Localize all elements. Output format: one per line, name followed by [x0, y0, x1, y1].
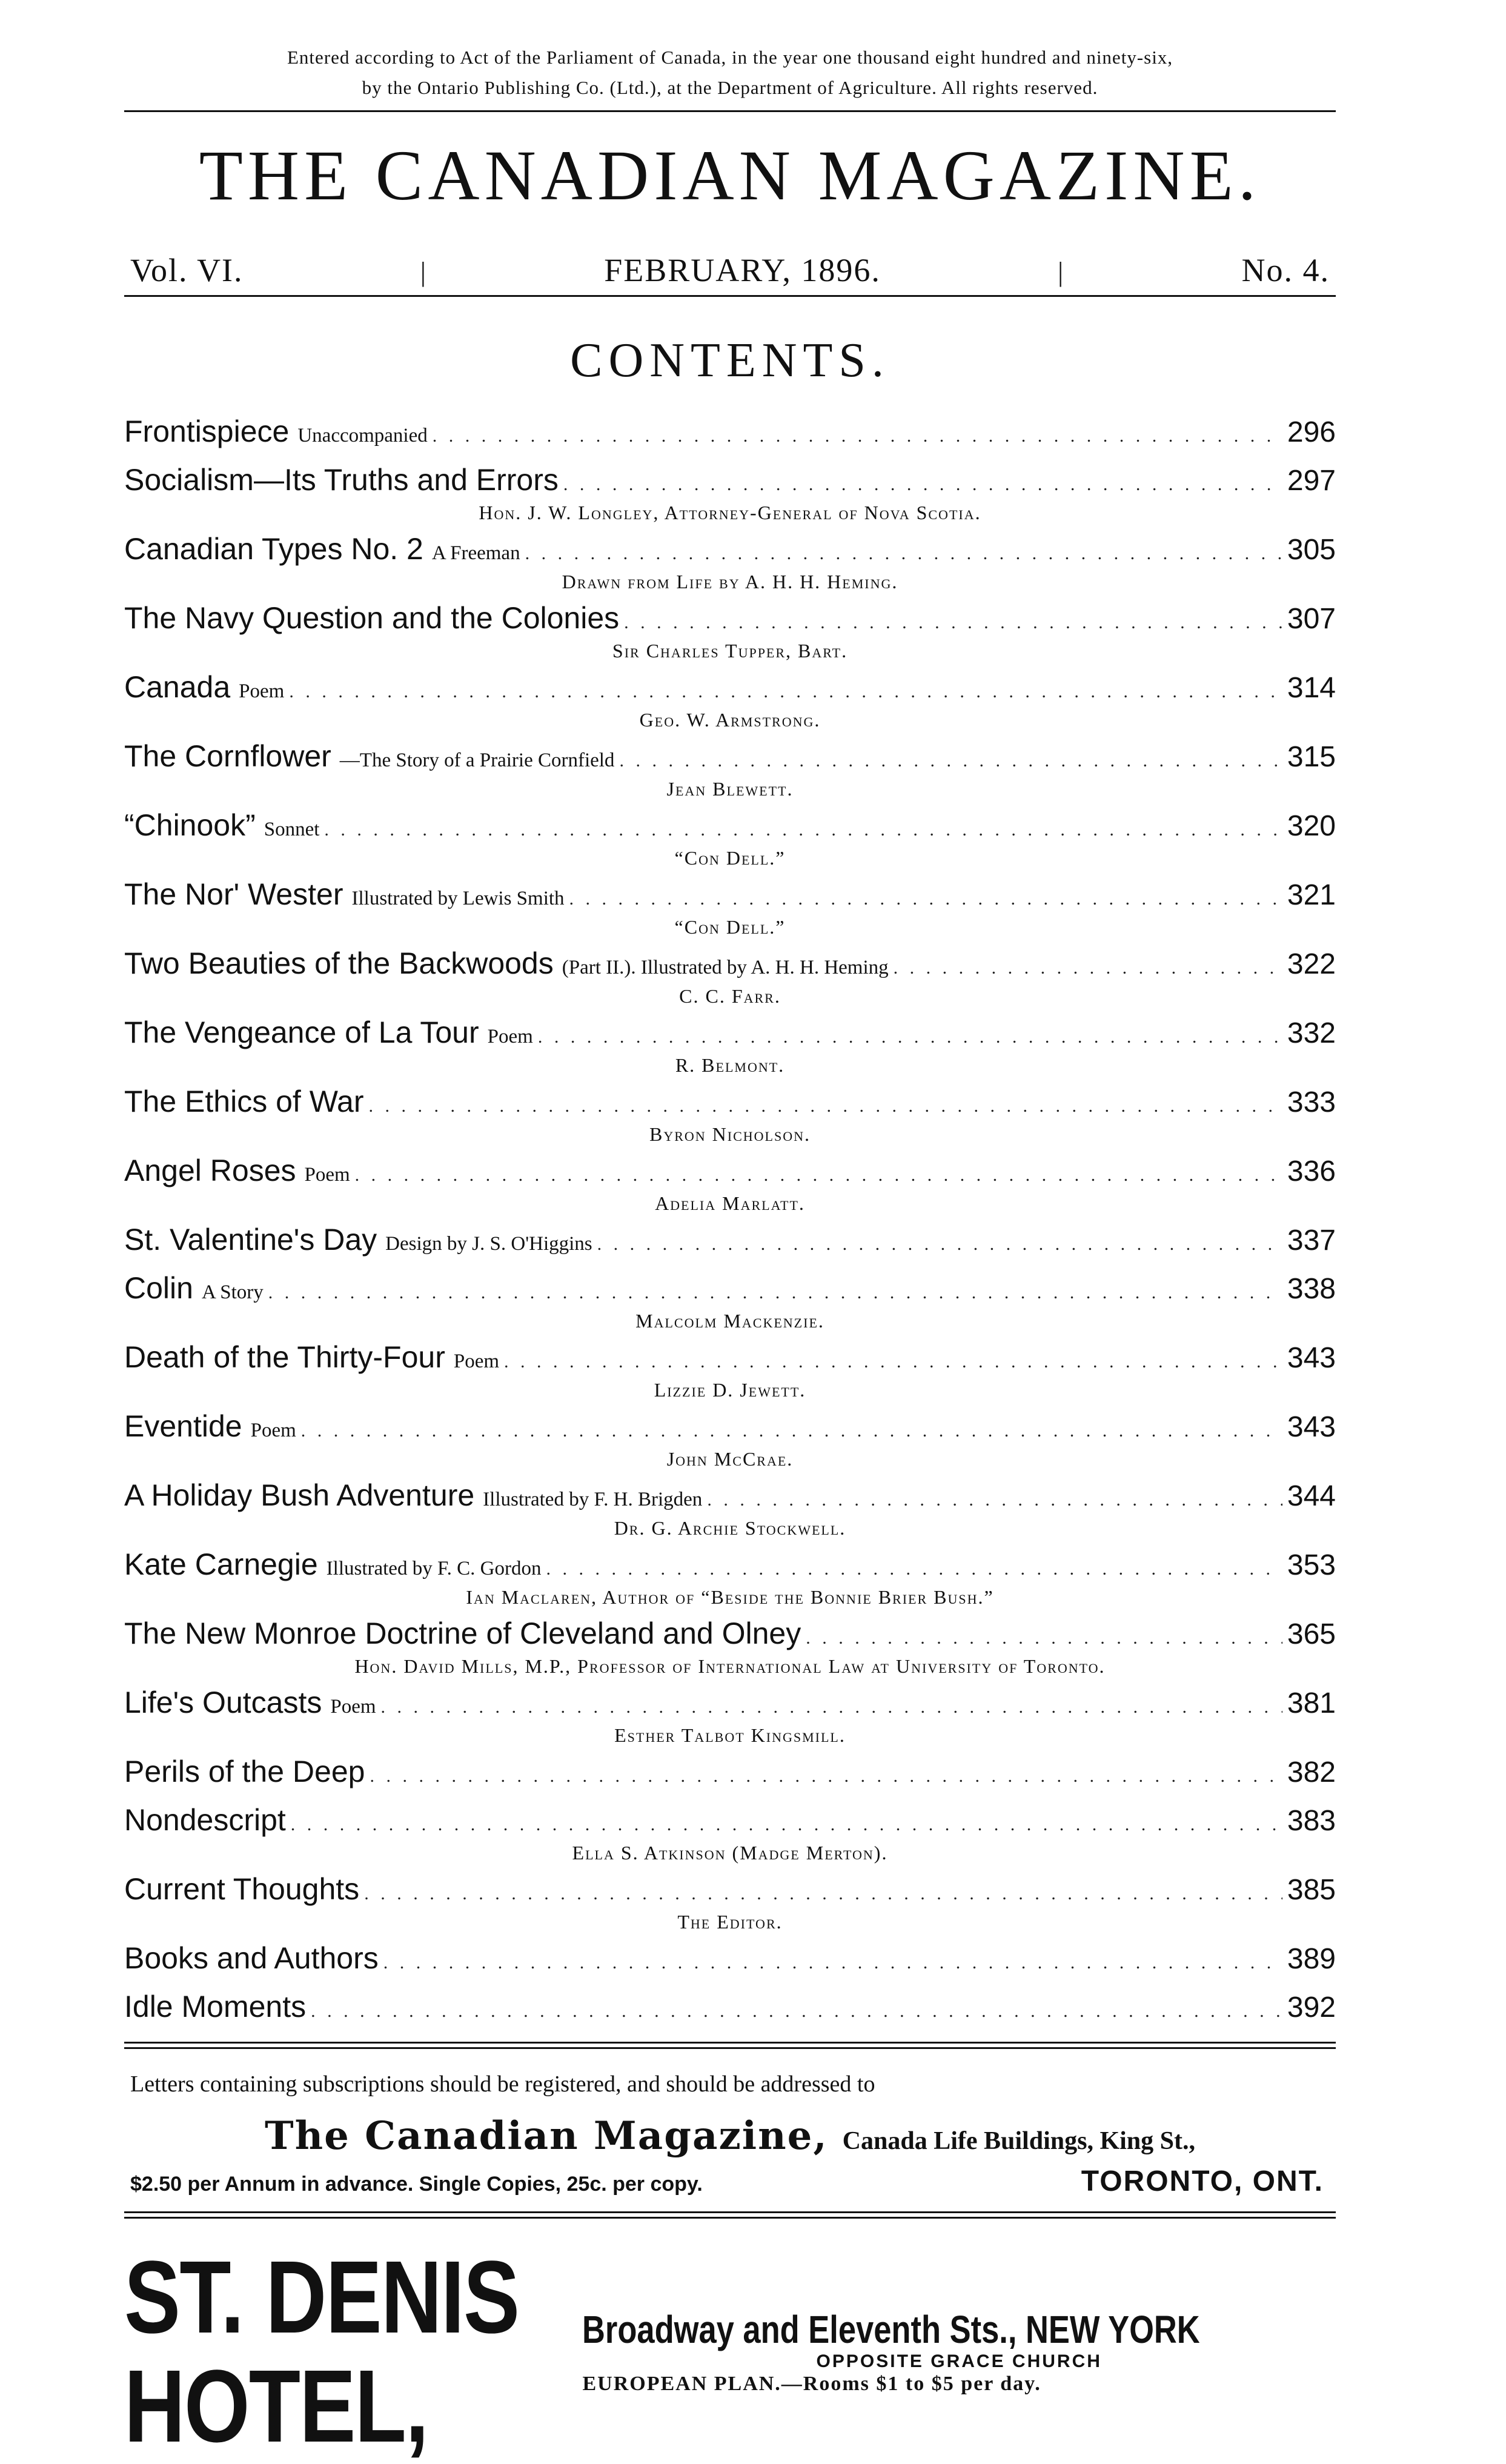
leader-dots: [324, 808, 1282, 852]
article-title: Angel Roses: [124, 1154, 296, 1187]
toc-entry: [124, 941, 1336, 1007]
magazine-name: The Canadian Magazine,: [265, 2113, 828, 2159]
toc-row: [124, 1542, 1336, 1591]
toc-entry: [124, 1936, 1336, 1985]
article-note: Illustrated by Lewis Smith: [351, 888, 565, 909]
page-number: 382: [1287, 1756, 1336, 1788]
city: TORONTO, ONT.: [1081, 2165, 1324, 2197]
article-title: The Cornflower: [124, 739, 331, 773]
separator: |: [420, 256, 427, 287]
hotel-street: Broadway and Eleventh Sts., NEW YORK: [582, 2308, 1201, 2351]
toc-entry: [124, 1011, 1336, 1076]
article-title: Colin: [124, 1271, 193, 1305]
page-number: 343: [1287, 1342, 1336, 1374]
leader-dots: [894, 946, 1282, 990]
article-note: Poem: [487, 1026, 533, 1048]
leader-dots: [538, 1015, 1282, 1059]
toc-entry: [124, 1612, 1336, 1677]
article-note: Poem: [453, 1350, 500, 1372]
article-note: Illustrated by F. C. Gordon: [326, 1558, 542, 1579]
toc-row: [124, 1149, 1336, 1197]
copyright-line-2: by the Ontario Publishing Co. (Ltd.), at the Department of Agriculture. All rights reserved.: [362, 77, 1098, 98]
page-number: 296: [1287, 416, 1336, 448]
toc-entry: [124, 596, 1336, 662]
article-author: Dr. G. Archie Stockwell.: [614, 1517, 846, 1539]
article-title: The Vengeance of La Tour: [124, 1015, 479, 1049]
page-number: 343: [1287, 1411, 1336, 1443]
toc-row: [124, 458, 1336, 506]
leader-dots: [355, 1154, 1282, 1197]
toc-row: [124, 1681, 1336, 1729]
article-author: C. C. Farr.: [679, 985, 781, 1007]
article-note: Poem: [330, 1696, 376, 1718]
article-note: Poem: [304, 1164, 350, 1186]
article-author: Drawn from Life by A. H. H. Heming.: [562, 571, 898, 593]
masthead: THE CANADIAN MAGAZINE.: [199, 136, 1261, 215]
toc-entry: [124, 1404, 1336, 1470]
toc-row: [124, 941, 1336, 990]
article-note: (Part II.). Illustrated by A. H. H. Heming: [562, 957, 889, 978]
article-title: A Holiday Bush Adventure: [124, 1478, 475, 1512]
hotel-landmark: OPPOSITE GRACE CHURCH: [816, 2351, 1102, 2371]
hotel-details: [582, 2308, 1336, 2396]
hotel-plan: EUROPEAN PLAN.—Rooms $1 to $5 per day.: [582, 2373, 1041, 2395]
article-title: Frontispiece: [124, 414, 290, 448]
magazine-page: [124, 42, 1336, 2464]
article-title: Books and Authors: [124, 1941, 379, 1975]
divider: [124, 2042, 1336, 2049]
leader-dots: [268, 1271, 1282, 1315]
article-title: Two Beauties of the Backwoods: [124, 946, 554, 980]
leader-dots: [504, 1340, 1282, 1384]
toc-row: [124, 1867, 1336, 1916]
article-title: Death of the Thirty-Four: [124, 1340, 445, 1374]
toc-row: [124, 665, 1336, 714]
toc-row: [124, 1266, 1336, 1315]
page-number: 383: [1287, 1805, 1336, 1837]
article-note: Poem: [250, 1420, 296, 1441]
leader-dots: [546, 1547, 1282, 1591]
hotel-advertisement: [124, 2240, 1336, 2464]
page-number: 314: [1287, 672, 1336, 704]
page-number: 315: [1287, 741, 1336, 773]
toc-row: [124, 596, 1336, 645]
article-author: Esther Talbot Kingsmill.: [614, 1724, 846, 1746]
leader-dots: [624, 601, 1282, 645]
page-number: 353: [1287, 1549, 1336, 1581]
article-title: The Ethics of War: [124, 1084, 364, 1118]
page-number: 392: [1287, 1991, 1336, 2024]
toc-entry: [124, 1218, 1336, 1266]
page-number: 307: [1287, 603, 1336, 635]
leader-dots: [301, 1409, 1282, 1453]
article-note: Illustrated by F. H. Brigden: [483, 1489, 703, 1510]
toc-row: [124, 1080, 1336, 1128]
article-note: Unaccompanied: [297, 425, 428, 447]
page-number: 297: [1287, 465, 1336, 497]
article-title: Canada: [124, 670, 231, 704]
page-number: 344: [1287, 1480, 1336, 1512]
toc-entry: [124, 1985, 1336, 2033]
table-of-contents: [124, 410, 1336, 2033]
article-author: Adelia Marlatt.: [655, 1192, 805, 1214]
toc-entry: [124, 1473, 1336, 1539]
leader-dots: [597, 1223, 1282, 1266]
issue-line: [124, 251, 1336, 289]
page-number: 333: [1287, 1086, 1336, 1118]
article-author: Ella S. Atkinson (Madge Merton).: [572, 1842, 888, 1864]
toc-entry: [124, 1798, 1336, 1864]
article-note: Poem: [239, 680, 285, 702]
article-title: Socialism—Its Truths and Errors: [124, 463, 559, 497]
leader-dots: [707, 1478, 1282, 1522]
article-author: Malcolm Mackenzie.: [635, 1310, 824, 1332]
article-author: Sir Charles Tupper, Bart.: [612, 640, 848, 662]
article-author: Ian Maclaren, Author of “Beside the Bonnie Brier Bush.”: [466, 1586, 994, 1608]
toc-row: [124, 1011, 1336, 1059]
page-number: 385: [1287, 1874, 1336, 1906]
article-author: Byron Nicholson.: [649, 1123, 811, 1145]
toc-entry: [124, 1266, 1336, 1332]
article-title: Canadian Types No. 2: [124, 532, 423, 566]
toc-row: [124, 1473, 1336, 1522]
toc-row: [124, 1798, 1336, 1847]
leader-dots: [381, 1685, 1282, 1729]
toc-entry: [124, 1750, 1336, 1798]
article-author: R. Belmont.: [675, 1054, 785, 1076]
article-author: Geo. W. Armstrong.: [639, 709, 821, 731]
copyright-line-1: Entered according to Act of the Parliament of Canada, in the year one thousand eight hundred and ninety-six,: [287, 47, 1173, 68]
leader-dots: [433, 414, 1282, 458]
page-number: 336: [1287, 1155, 1336, 1187]
article-title: “Chinook”: [124, 808, 256, 842]
issue-number: No. 4.: [1241, 252, 1330, 288]
leader-dots: [806, 1616, 1282, 1660]
article-author: Lizzie D. Jewett.: [654, 1379, 806, 1401]
article-title: Nondescript: [124, 1803, 286, 1837]
leader-dots: [525, 532, 1282, 576]
article-note: A Freeman: [431, 542, 520, 564]
leader-dots: [370, 1755, 1282, 1798]
article-title: The Nor' Wester: [124, 877, 343, 911]
leader-dots: [311, 1990, 1282, 2033]
toc-entry: [124, 458, 1336, 523]
article-note: A Story: [201, 1281, 264, 1303]
toc-entry: [124, 803, 1336, 869]
leader-dots: [364, 1872, 1282, 1916]
page-number: 321: [1287, 879, 1336, 911]
article-title: Perils of the Deep: [124, 1755, 365, 1788]
toc-row: [124, 527, 1336, 576]
toc-entry: [124, 527, 1336, 593]
leader-dots: [563, 463, 1282, 506]
toc-row: [124, 872, 1336, 921]
page-number: 389: [1287, 1943, 1336, 1975]
article-author: Hon. J. W. Longley, Attorney-General of Nova Scotia.: [479, 502, 981, 523]
article-title: Kate Carnegie: [124, 1547, 318, 1581]
leader-dots: [368, 1084, 1282, 1128]
toc-entry: [124, 1080, 1336, 1145]
page-number: 337: [1287, 1224, 1336, 1257]
article-title: The New Monroe Doctrine of Cleveland and Olney: [124, 1616, 801, 1650]
price-line: [124, 2165, 1336, 2198]
article-author: “Con Dell.”: [674, 847, 786, 869]
leader-dots: [569, 877, 1282, 921]
divider: [124, 110, 1336, 112]
toc-row: [124, 410, 1336, 458]
toc-row: [124, 1985, 1336, 2033]
toc-entry: [124, 410, 1336, 458]
contents-title: CONTENTS.: [570, 334, 890, 387]
toc-row: [124, 1404, 1336, 1453]
article-note: —The Story of a Prairie Cornfield: [339, 749, 615, 771]
article-note: Design by J. S. O'Higgins: [385, 1233, 592, 1255]
page-number: 381: [1287, 1687, 1336, 1719]
toc-row: [124, 1218, 1336, 1266]
page-number: 338: [1287, 1273, 1336, 1305]
copyright-notice: [124, 42, 1336, 103]
article-title: Eventide: [124, 1409, 242, 1443]
toc-row: [124, 734, 1336, 783]
toc-entry: [124, 1149, 1336, 1214]
leader-dots: [619, 739, 1282, 783]
toc-entry: [124, 665, 1336, 731]
subscription-price: $2.50 per Annum in advance. Single Copies, 25c. per copy.: [130, 2173, 703, 2196]
toc-entry: [124, 872, 1336, 938]
toc-entry: [124, 1681, 1336, 1746]
toc-row: [124, 1335, 1336, 1384]
leader-dots: [289, 670, 1282, 714]
hotel-name: ST. DENIS HOTEL,: [124, 2240, 519, 2464]
toc-row: [124, 1612, 1336, 1660]
article-note: Sonnet: [264, 819, 320, 840]
magazine-address-line: [124, 2113, 1336, 2159]
article-title: Current Thoughts: [124, 1872, 360, 1906]
page-number: 365: [1287, 1618, 1336, 1650]
article-author: Hon. David Mills, M.P., Professor of International Law at University of Toronto.: [354, 1655, 1106, 1677]
page-number: 322: [1287, 948, 1336, 980]
article-author: “Con Dell.”: [674, 916, 786, 938]
article-author: John McCrae.: [666, 1448, 794, 1470]
article-title: Idle Moments: [124, 1990, 307, 2024]
volume: Vol. VI.: [130, 252, 244, 288]
leader-dots: [383, 1941, 1282, 1985]
issue-date: FEBRUARY, 1896.: [604, 252, 881, 288]
toc-entry: [124, 734, 1336, 800]
toc-entry: [124, 1542, 1336, 1608]
page-number: 320: [1287, 810, 1336, 842]
toc-row: [124, 803, 1336, 852]
magazine-address: Canada Life Buildings, King St.,: [842, 2127, 1195, 2155]
article-title: St. Valentine's Day: [124, 1223, 377, 1257]
divider: [124, 2211, 1336, 2219]
toc-row: [124, 1750, 1336, 1798]
toc-row: [124, 1936, 1336, 1985]
subscription-note: Letters containing subscriptions should be registered, and should be addressed to: [130, 2071, 875, 2097]
article-author: The Editor.: [677, 1911, 783, 1933]
toc-entry: [124, 1867, 1336, 1933]
page-number: 305: [1287, 534, 1336, 566]
separator: |: [1058, 256, 1065, 287]
toc-entry: [124, 1335, 1336, 1401]
page-number: 332: [1287, 1017, 1336, 1049]
article-author: Jean Blewett.: [666, 778, 794, 800]
divider: [124, 295, 1336, 297]
article-title: Life's Outcasts: [124, 1685, 322, 1719]
article-title: The Navy Question and the Colonies: [124, 601, 620, 635]
leader-dots: [291, 1803, 1282, 1847]
